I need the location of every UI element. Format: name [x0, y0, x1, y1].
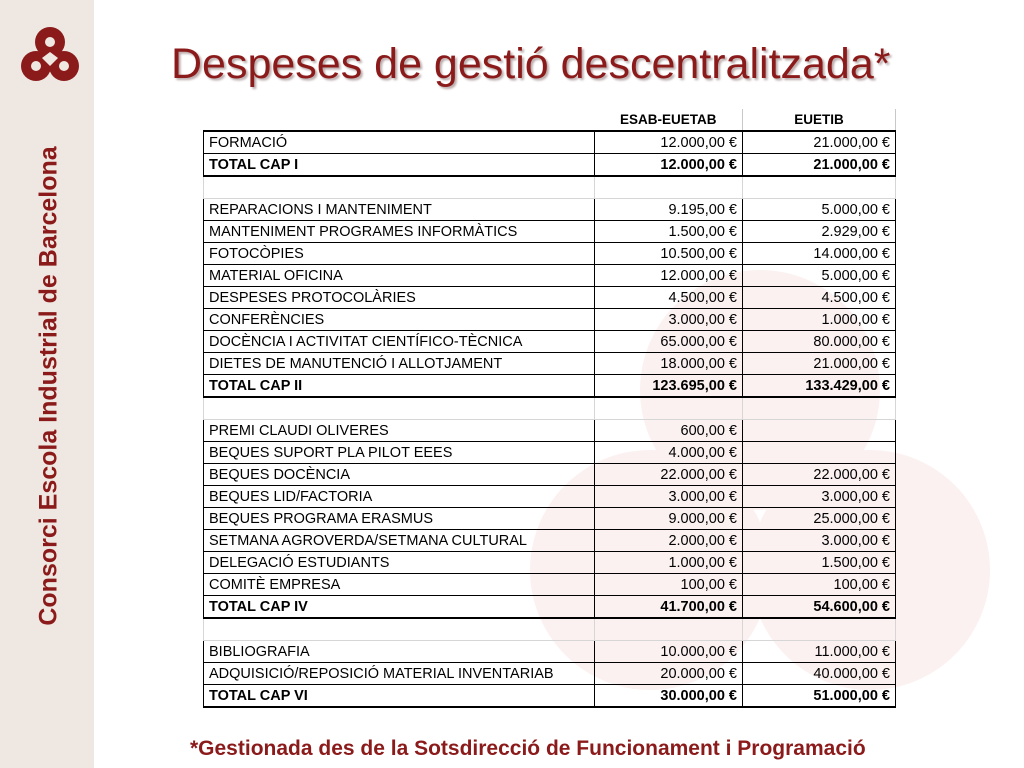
table-header-row [204, 109, 896, 131]
value-euetib: 2.929,00 € [743, 221, 896, 243]
spacer-row [204, 618, 896, 641]
total-row [204, 596, 896, 619]
value-esab: 600,00 € [595, 420, 743, 442]
value-euetib: 54.600,00 € [743, 596, 896, 619]
value-esab [595, 176, 743, 199]
value-esab: 2.000,00 € [595, 530, 743, 552]
footnote: *Gestionada des de la Sotsdirecció de Funcionament i Programació [190, 737, 866, 760]
header-cell-euetib: EUETIB [743, 109, 896, 131]
table-row [204, 663, 896, 685]
row-label: DELEGACIÓ ESTUDIANTS [204, 552, 595, 574]
value-euetib: 3.000,00 € [743, 530, 896, 552]
value-euetib: 25.000,00 € [743, 508, 896, 530]
row-label: MATERIAL OFICINA [204, 265, 595, 287]
table-row [204, 265, 896, 287]
spacer-row [204, 397, 896, 420]
value-euetib [743, 618, 896, 641]
row-label: TOTAL CAP IV [204, 596, 595, 619]
row-label: DESPESES PROTOCOLÀRIES [204, 287, 595, 309]
value-euetib: 22.000,00 € [743, 464, 896, 486]
value-esab: 3.000,00 € [595, 486, 743, 508]
value-esab: 1.500,00 € [595, 221, 743, 243]
table-row [204, 331, 896, 353]
table-row [204, 464, 896, 486]
expenses-table [203, 109, 896, 708]
row-label: DOCÈNCIA I ACTIVITAT CIENTÍFICO-TÈCNICA [204, 331, 595, 353]
value-euetib: 5.000,00 € [743, 265, 896, 287]
table-row [204, 641, 896, 663]
table-row [204, 552, 896, 574]
row-label: TOTAL CAP VI [204, 685, 595, 708]
value-euetib: 51.000,00 € [743, 685, 896, 708]
value-euetib: 21.000,00 € [743, 353, 896, 375]
trefoil-logo-icon [16, 22, 84, 90]
value-euetib [743, 420, 896, 442]
value-euetib: 21.000,00 € [743, 154, 896, 177]
value-esab: 30.000,00 € [595, 685, 743, 708]
table-row [204, 530, 896, 552]
row-label: SETMANA AGROVERDA/SETMANA CULTURAL [204, 530, 595, 552]
value-esab: 12.000,00 € [595, 154, 743, 177]
value-esab: 123.695,00 € [595, 375, 743, 398]
value-esab: 4.000,00 € [595, 442, 743, 464]
row-label: TOTAL CAP I [204, 154, 595, 177]
value-euetib: 1.000,00 € [743, 309, 896, 331]
table-row [204, 131, 896, 154]
value-esab: 1.000,00 € [595, 552, 743, 574]
value-esab: 3.000,00 € [595, 309, 743, 331]
row-label: BEQUES DOCÈNCIA [204, 464, 595, 486]
row-label: ADQUISICIÓ/REPOSICIÓ MATERIAL INVENTARIAB [204, 663, 595, 685]
table-row [204, 287, 896, 309]
value-esab [595, 618, 743, 641]
table-row [204, 420, 896, 442]
value-euetib: 100,00 € [743, 574, 896, 596]
table-row [204, 574, 896, 596]
sidebar-band [0, 0, 94, 768]
table-row [204, 199, 896, 221]
value-esab: 65.000,00 € [595, 331, 743, 353]
value-euetib: 14.000,00 € [743, 243, 896, 265]
value-euetib [743, 442, 896, 464]
row-label: DIETES DE MANUTENCIÓ I ALLOTJAMENT [204, 353, 595, 375]
value-esab: 18.000,00 € [595, 353, 743, 375]
value-esab: 12.000,00 € [595, 265, 743, 287]
value-euetib: 133.429,00 € [743, 375, 896, 398]
row-label [204, 618, 595, 641]
total-row [204, 375, 896, 398]
slide-title: Despeses de gestió descentralitzada* [171, 40, 891, 88]
spacer-row [204, 176, 896, 199]
table-row [204, 486, 896, 508]
table-row [204, 442, 896, 464]
header-cell-esab: ESAB-EUETAB [595, 109, 743, 131]
row-label [204, 397, 595, 420]
table-row [204, 243, 896, 265]
row-label: BEQUES PROGRAMA ERASMUS [204, 508, 595, 530]
value-euetib: 40.000,00 € [743, 663, 896, 685]
table-body [204, 131, 896, 707]
value-euetib [743, 397, 896, 420]
value-esab: 12.000,00 € [595, 131, 743, 154]
row-label: PREMI CLAUDI OLIVERES [204, 420, 595, 442]
sidebar-institution-name: Consorci Escola Industrial de Barcelona [34, 146, 63, 626]
value-esab: 41.700,00 € [595, 596, 743, 619]
value-euetib: 3.000,00 € [743, 486, 896, 508]
table-row [204, 221, 896, 243]
row-label: FORMACIÓ [204, 131, 595, 154]
row-label: BEQUES SUPORT PLA PILOT EEES [204, 442, 595, 464]
value-euetib: 11.000,00 € [743, 641, 896, 663]
value-esab: 20.000,00 € [595, 663, 743, 685]
row-label: BEQUES LID/FACTORIA [204, 486, 595, 508]
total-row [204, 685, 896, 708]
row-label: COMITÈ EMPRESA [204, 574, 595, 596]
value-euetib: 5.000,00 € [743, 199, 896, 221]
row-label: MANTENIMENT PROGRAMES INFORMÀTICS [204, 221, 595, 243]
value-esab: 4.500,00 € [595, 287, 743, 309]
value-esab [595, 397, 743, 420]
row-label: TOTAL CAP II [204, 375, 595, 398]
row-label: BIBLIOGRAFIA [204, 641, 595, 663]
value-esab: 10.500,00 € [595, 243, 743, 265]
value-euetib: 4.500,00 € [743, 287, 896, 309]
value-esab: 22.000,00 € [595, 464, 743, 486]
row-label [204, 176, 595, 199]
value-euetib: 1.500,00 € [743, 552, 896, 574]
value-euetib: 80.000,00 € [743, 331, 896, 353]
table-row [204, 309, 896, 331]
value-esab: 9.195,00 € [595, 199, 743, 221]
value-euetib: 21.000,00 € [743, 131, 896, 154]
row-label: REPARACIONS I MANTENIMENT [204, 199, 595, 221]
row-label: CONFERÈNCIES [204, 309, 595, 331]
value-esab: 100,00 € [595, 574, 743, 596]
row-label: FOTOCÒPIES [204, 243, 595, 265]
value-esab: 10.000,00 € [595, 641, 743, 663]
total-row [204, 154, 896, 177]
value-euetib [743, 176, 896, 199]
table-row [204, 353, 896, 375]
value-esab: 9.000,00 € [595, 508, 743, 530]
table-row [204, 508, 896, 530]
header-cell-label [204, 109, 595, 131]
